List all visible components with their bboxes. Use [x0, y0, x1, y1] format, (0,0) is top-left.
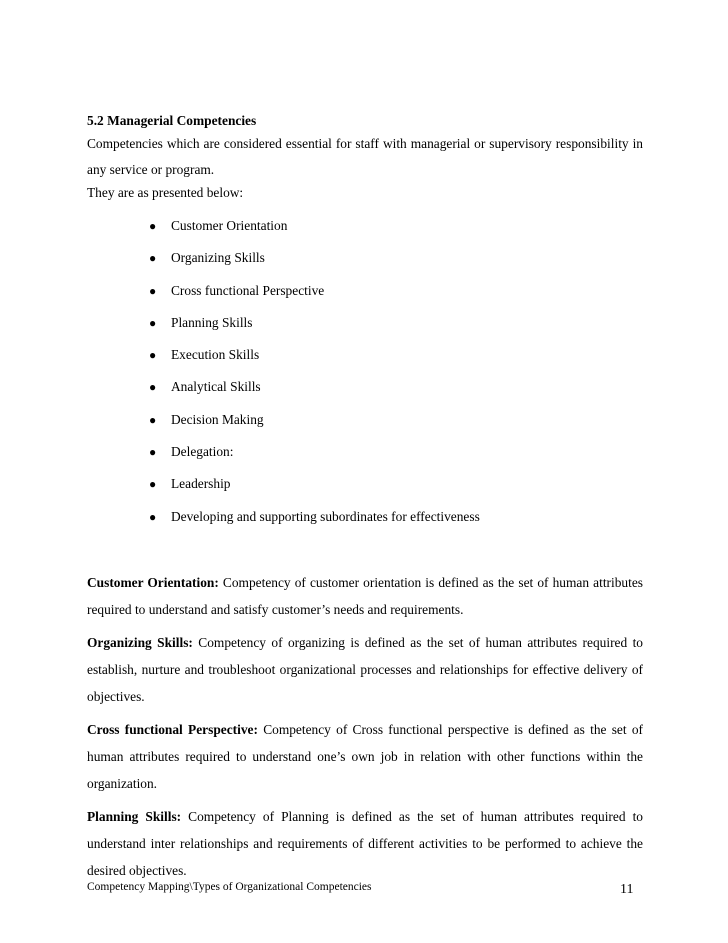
definition-organizing-skills: [87, 629, 643, 710]
definition-cross-functional-perspective: [87, 716, 643, 797]
page-content: [87, 111, 643, 890]
definitions-section: [87, 569, 643, 884]
bullet-icon: ●: [149, 219, 157, 233]
list-item-label: Cross functional Perspective: [171, 282, 325, 298]
list-item: [87, 501, 643, 533]
list-item-label: Planning Skills: [171, 314, 253, 330]
section-heading: 5.2 Managerial Competencies: [87, 113, 257, 128]
list-item-label: Delegation:: [171, 444, 234, 460]
section-lead: They are as presented below:: [87, 185, 244, 200]
list-item: [87, 210, 643, 242]
bullet-icon: ●: [149, 348, 157, 363]
bullet-icon: ●: [149, 477, 157, 492]
section-intro: Competencies which are considered essential for staff with managerial or supervisory responsibility in any service or program.: [87, 136, 643, 177]
list-item-label: Leadership: [171, 476, 231, 492]
bullet-icon: ●: [149, 251, 157, 266]
list-item-label: Organizing Skills: [171, 250, 265, 266]
list-item-label: Decision Making: [171, 411, 264, 427]
bullet-icon: ●: [149, 380, 157, 395]
list-item-label: Analytical Skills: [171, 379, 261, 395]
list-item-label: Customer Orientation: [171, 218, 288, 233]
list-item-label: Execution Skills: [171, 347, 260, 363]
definition-text: Competency of organizing is defined as the set of human attributes required to establish, nurture and troubleshoot organizational processes and relationships for effective delivery of objectives.: [87, 634, 643, 704]
definition-customer-orientation: [87, 569, 643, 623]
bullet-icon: ●: [149, 283, 157, 298]
bullet-icon: ●: [149, 445, 157, 460]
definition-text: Competency of customer orientation is defined as the set of human attributes required to understand and satisfy customer’s needs and requirements.: [87, 574, 643, 617]
list-item: [87, 468, 643, 500]
list-item: [87, 307, 643, 339]
list-item: [87, 404, 643, 436]
definition-planning-skills: [87, 803, 643, 884]
definition-term: Planning Skills:: [87, 808, 182, 824]
definition-term: Organizing Skills:: [87, 634, 193, 650]
list-item: [87, 242, 643, 274]
bullet-icon: ●: [149, 412, 157, 427]
page-number: 11: [620, 882, 634, 897]
list-item: [87, 275, 643, 307]
definition-term: Cross functional Perspective:: [87, 721, 258, 737]
list-item: [87, 436, 643, 468]
list-item: [87, 339, 643, 371]
bullet-icon: ●: [149, 509, 157, 524]
footer-breadcrumb: Competency Mapping\Types of Organizational Competencies: [87, 881, 372, 893]
competency-list: [87, 210, 643, 533]
definition-text: Competency of Planning is defined as the set of human attributes required to understand inter relationships and requirements of different activities to be performed to achieve the desired objectives.: [87, 808, 643, 878]
definition-term: Customer Orientation:: [87, 574, 219, 590]
definition-text: Competency of Cross functional perspective is defined as the set of human attributes required to understand one’s own job in relation with other functions within the organization.: [87, 721, 643, 791]
bullet-icon: ●: [149, 315, 157, 330]
list-item: [87, 371, 643, 403]
list-item-label: Developing and supporting subordinates for effectiveness: [171, 508, 480, 524]
